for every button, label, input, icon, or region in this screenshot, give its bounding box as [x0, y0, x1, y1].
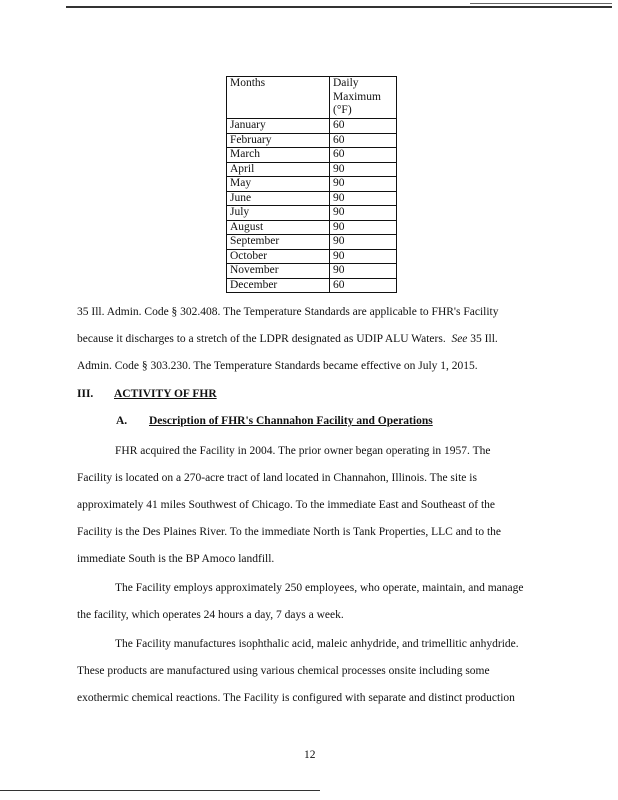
max-cell: 90: [330, 220, 397, 235]
max-cell: 60: [330, 278, 397, 293]
table-row: [227, 278, 397, 293]
month-cell: November: [227, 264, 330, 279]
page-number: 12: [304, 749, 316, 761]
subsection-title: Description of FHR's Channahon Facility and Operations: [149, 415, 433, 427]
para1-line2-text: because it discharges to a stretch of the LDPR designated as UDIP ALU Waters.: [77, 333, 446, 345]
para4-line1: The Facility manufactures isophthalic acid, maleic anhydride, and trimellitic anhydride.: [115, 638, 519, 650]
max-cell: 90: [330, 191, 397, 206]
para4-line3: exothermic chemical reactions. The Facility is configured with separate and distinct production: [77, 692, 515, 704]
month-cell: March: [227, 148, 330, 163]
section-number: III.: [77, 388, 94, 400]
para1-line2-end: 35 Ill.: [470, 333, 498, 345]
max-cell: 90: [330, 235, 397, 250]
para2-line1: FHR acquired the Facility in 2004. The prior owner began operating in 1957. The: [115, 445, 491, 457]
col-header-daily-maximum: Daily Maximum (°F): [330, 77, 397, 119]
max-cell: 90: [330, 162, 397, 177]
top-rule-thin: [470, 3, 612, 4]
max-cell: 60: [330, 148, 397, 163]
max-cell: 90: [330, 177, 397, 192]
para3-line1: The Facility employs approximately 250 employees, who operate, maintain, and manage: [115, 582, 524, 594]
para1-line3: Admin. Code § 303.230. The Temperature Standards became effective on July 1, 2015.: [77, 360, 478, 372]
max-cell: 90: [330, 264, 397, 279]
table-row: [227, 133, 397, 148]
max-cell: 90: [330, 206, 397, 221]
table-row: [227, 206, 397, 221]
para2-line5: immediate South is the BP Amoco landfill.: [77, 553, 275, 565]
month-cell: July: [227, 206, 330, 221]
table-row: [227, 119, 397, 134]
see-signal: See: [451, 333, 468, 345]
month-cell: October: [227, 249, 330, 264]
max-cell: 90: [330, 249, 397, 264]
max-cell: 60: [330, 133, 397, 148]
table-row: [227, 220, 397, 235]
table-row: [227, 264, 397, 279]
col-header-months: Months: [227, 77, 330, 119]
section-heading: [77, 388, 217, 400]
month-cell: June: [227, 191, 330, 206]
table-row: [227, 148, 397, 163]
bottom-rule: [0, 790, 320, 791]
table-header-row: [227, 77, 397, 119]
table-row: [227, 249, 397, 264]
top-rule: [66, 6, 612, 8]
month-cell: May: [227, 177, 330, 192]
month-cell: January: [227, 119, 330, 134]
para2-line3: approximately 41 miles Southwest of Chicago. To the immediate East and Southeast of the: [77, 499, 496, 511]
max-cell: 60: [330, 119, 397, 134]
month-cell: August: [227, 220, 330, 235]
table-row: [227, 177, 397, 192]
month-cell: April: [227, 162, 330, 177]
para1-line2: [77, 332, 498, 346]
subsection-letter: A.: [116, 415, 128, 427]
para2-line2: Facility is located on a 270-acre tract of land located in Channahon, Illinois. The site is: [77, 472, 477, 484]
month-cell: September: [227, 235, 330, 250]
para4-line2: These products are manufactured using various chemical processes onsite including some: [77, 665, 490, 677]
month-cell: December: [227, 278, 330, 293]
subsection-heading: [116, 415, 433, 427]
table-row: [227, 235, 397, 250]
para3-line2: the facility, which operates 24 hours a day, 7 days a week.: [77, 609, 344, 621]
month-cell: February: [227, 133, 330, 148]
para2-line4: Facility is the Des Plaines River. To the immediate North is Tank Properties, LLC and to the: [77, 526, 502, 538]
table-row: [227, 191, 397, 206]
section-title: ACTIVITY OF FHR: [114, 388, 217, 400]
para1-line1: 35 Ill. Admin. Code § 302.408. The Temperature Standards are applicable to FHR's Facility: [77, 306, 499, 318]
temperature-table: [226, 76, 397, 293]
table-row: [227, 162, 397, 177]
